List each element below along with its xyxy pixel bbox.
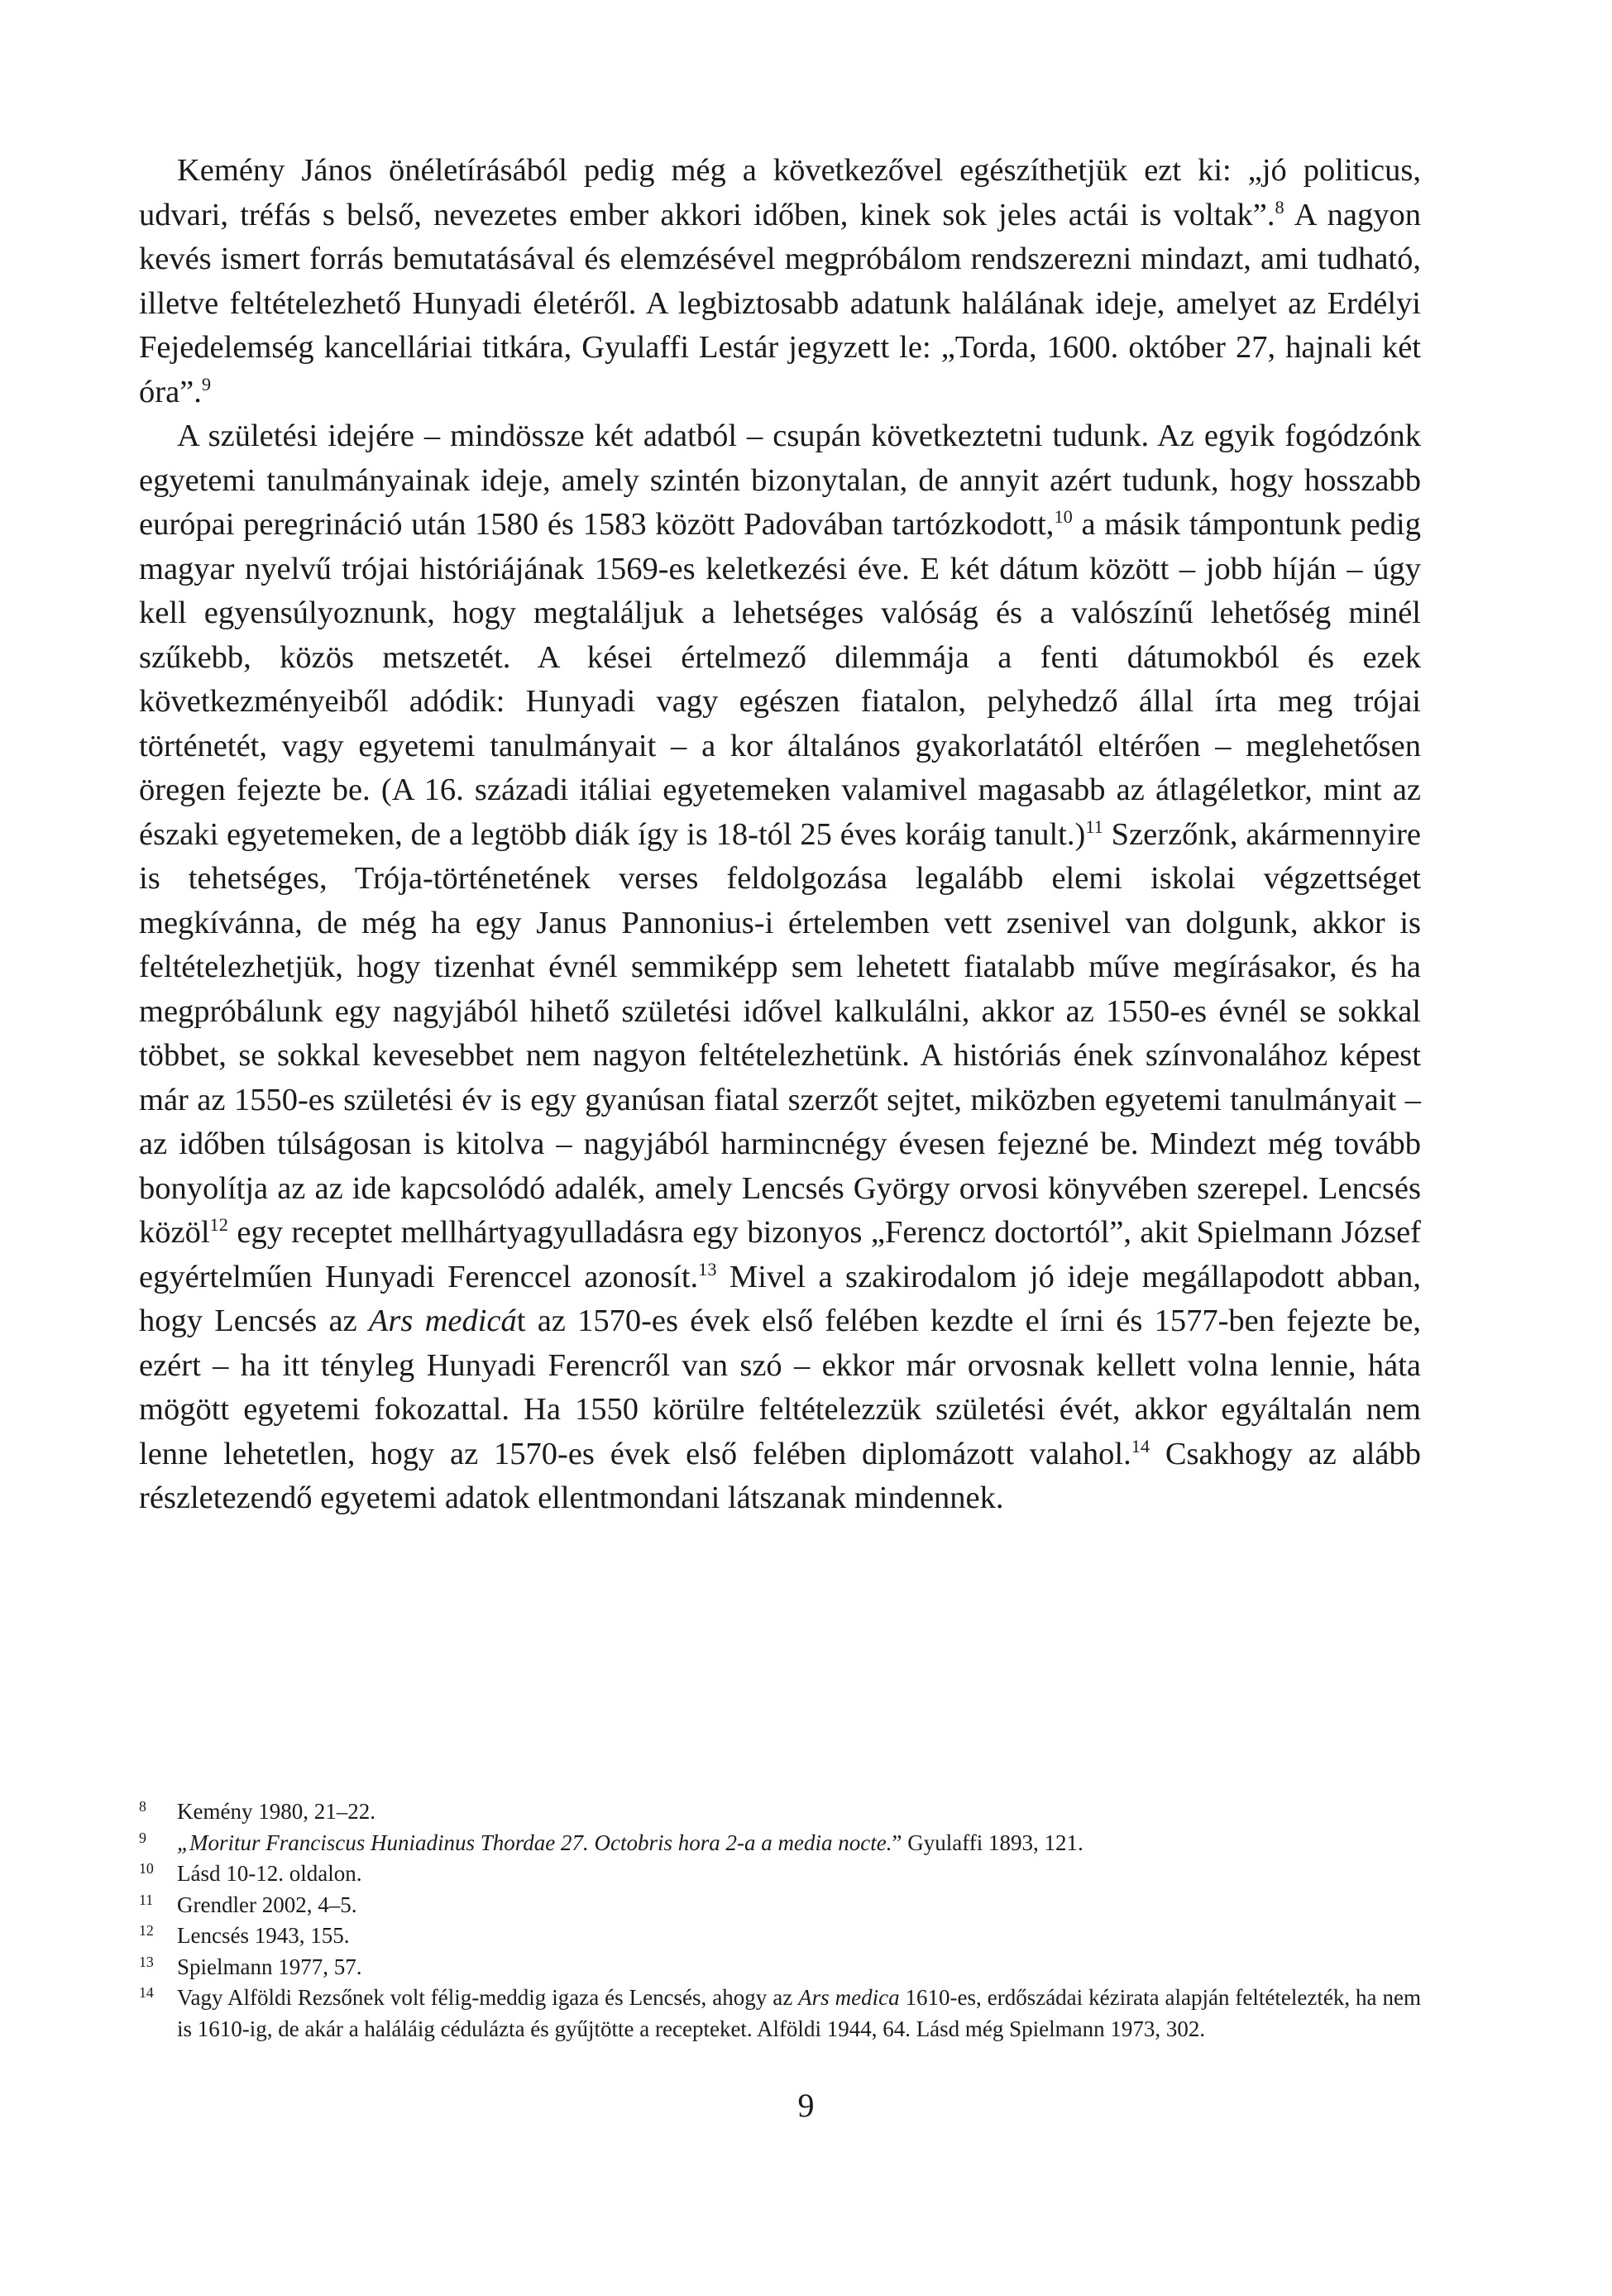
footnote-9: 9 „Moritur Franciscus Huniadinus Thordae 27. Octobris hora 2-a a media nocte.” Gyulaffi 1893, 121. bbox=[139, 1829, 1083, 1855]
footnote-ref-13[interactable]: 13 bbox=[698, 1258, 717, 1280]
footnotes bbox=[139, 1796, 1421, 2045]
footnote-ref-9[interactable]: 9 bbox=[201, 373, 212, 395]
footnote-ref-8[interactable]: 8 bbox=[1275, 196, 1284, 218]
italic-title: Ars medicá bbox=[368, 1303, 517, 1338]
paragraph-1: Kemény János önéletírásából pedig még a következővel egészíthetjük ezt ki: „jó politicus, udvari, tréfás s belső, nevezetes ember akkori időben, kinek sok jeles actái is voltak”.$^8$ A nagyon kevés ismert forrás bemutatásával és elemzésével megpróbálom rendszerezni mindazt, ami tudható, illetve feltételezhető Hunyadi életéről. A legbiztosabb adatunk halálának ideje, amelyet az Erdélyi Fejedelemség kancelláriai titkára, Gyulaffi Lestár jegyzett le: „Torda, 1600. október 27, hajnali két óra”.$^9$ bbox=[139, 153, 1421, 409]
footnote-ref-10[interactable]: 10 bbox=[1054, 506, 1073, 528]
footnote-11: 11 Grendler 2002, 4–5. bbox=[139, 1891, 357, 1917]
page-number: 9 bbox=[797, 2087, 815, 2124]
footnote-12: 12 Lencsés 1943, 155. bbox=[139, 1922, 350, 1948]
footnote-ref-11[interactable]: 11 bbox=[1085, 816, 1103, 837]
footnote-8: 8 Kemény 1980, 21–22. bbox=[139, 1798, 375, 1824]
footnote-ref-12[interactable]: 12 bbox=[209, 1214, 228, 1236]
footnote-ref-14[interactable]: 14 bbox=[1131, 1435, 1150, 1457]
body-text bbox=[139, 149, 1421, 1521]
footnote-14: 14 Vagy Alföldi Rezsőnek volt félig-meddig igaza és Lencsés, ahogy az Ars medica 1610-es, erdőszádai kézirata alapján feltételezték, ha nem is 1610-ig, de akár a haláláig cédulázta és gyűjtötte a recepteket. Alföldi 1944, 64. Lásd még Spielmann 1973, 302. bbox=[139, 1984, 1421, 2041]
paragraph-2: A születési idejére – mindössze két adatból – csupán következtetni tudunk. Az egyik fogódzónk egyetemi tanulmányainak ideje, amely szintén bizonytalan, de annyit azért tudunk, hogy hosszabb európai peregrináció után 1580 és 1583 között Padovában tartózkodott,$^{10}$ a másik támpontunk pedig magyar nyelvű trójai históriájának 1569-es keletkezési éve. E két dátum között – jobb híján – úgy kell egyensúlyoznunk, hogy megtaláljuk a lehetséges valóság és a valószínű lehetőség minél szűkebb, közös metszetét. A kései értelmező dilemmája a fenti dátumokból és ezek következményeiből adódik: Hunyadi vagy egészen fiatalon, pelyhedző állal írta meg trójai történetét, vagy egyetemi tanulmányait – a kor általános gyakorlatától eltérően – meglehetősen öregen fejezte be. (A 16. századi itáliai egyetemeken valamivel magasabb az átlagéletkor, mint az északi egyetemeken, de a legtöbb diák így is 18-tól 25 éves koráig tanult.)$^{11}$ Szerzőnk, akármennyire is tehetséges, Trója-történetének verses feldolgozása legalább elemi iskolai végzettséget megkívánna, de még ha egy Janus Pannonius-i értelemben vett zsenivel van dolgunk, akkor is feltételezhetjük, hogy tizenhat évnél semmiképp sem lehetett fiatalabb műve megírásakor, és ha megpróbálunk egy nagyjából hihető születési idővel kalkulálni, akkor az 1550-es évnél se sokkal többet, se sokkal kevesebbet nem nagyon feltételezhetünk. A históriás ének színvonalához képest már az 1550-es születési év is egy gyanúsan fiatal szerzőt sejtet, miközben egyetemi tanulmányait – az időben túlságosan is kitolva – nagyjából harmincnégy évesen fejezné be. Mindezt még tovább bonyolítja az az ide kapcsolódó adalék, amely Lencsés György orvosi könyvében szerepel. Lencsés közöl$^{12}$ egy receptet mellhártyagyulladásra egy bizonyos „Ferencz doctortól”, akit Spielmann József egyértelműen Hunyadi Ferenccel azonosít.$^{13}$ Mivel a szakirodalom jó ideje megállapodott abban, hogy Lencsés az Ars medicát az 1570-es évek első felében kezdte el írni és 1577-ben fejezte be, ezért – ha itt tényleg Hunyadi Ferencről van szó – ekkor már orvosnak kellett volna lennie, háta mögött egyetemi fokozattal. Ha 1550 körülre feltételezzük születési évét, akkor egyáltalán nem lenne lehetetlen, hogy az 1570-es évek első felében diplomázott valahol.$^{14}$ Csakhogy az alább részletezendő egyetemi adatok ellentmondani látszanak mindennek. bbox=[139, 419, 1422, 1515]
footnote-13: 13 Spielmann 1977, 57. bbox=[139, 1953, 362, 1979]
footnote-10: 10 Lásd 10-12. oldalon. bbox=[139, 1860, 362, 1886]
